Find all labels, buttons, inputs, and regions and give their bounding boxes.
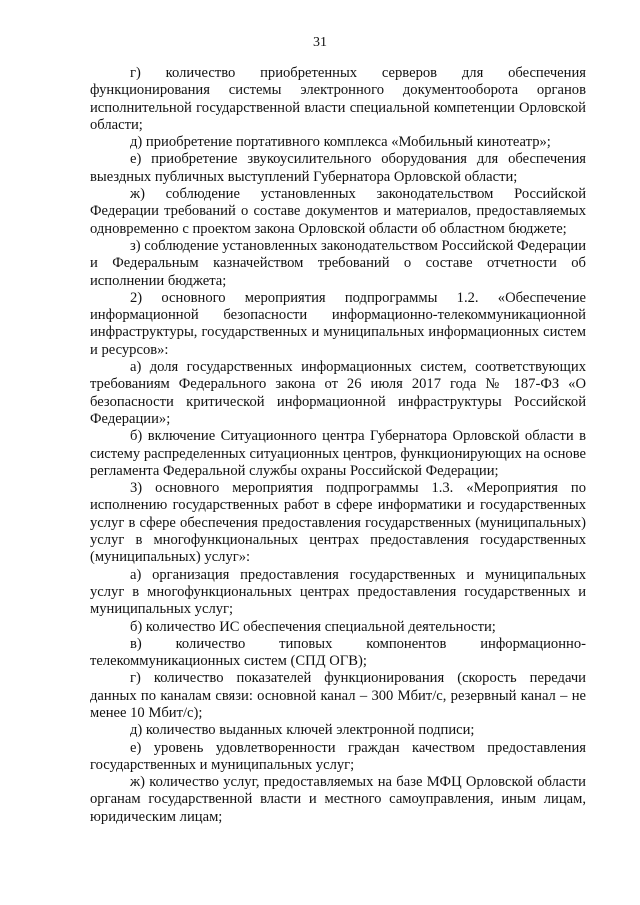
paragraph: д) количество выданных ключей электронной подписи; bbox=[130, 722, 475, 739]
paragraph: 3) основного мероприятия подпрограммы 1.3. «Мероприятия по исполнению государственных работ в сфере информатики и государственных услуг в сфере обеспечения предоставления государственных (муниципальных) услуг в многофункциональных центрах предоставления государственных (муниципальных) услуг»: bbox=[90, 480, 586, 566]
document-body bbox=[90, 65, 586, 826]
paragraph: б) количество ИС обеспечения специальной деятельности; bbox=[130, 618, 496, 635]
paragraph: д) приобретение портативного комплекса «Мобильный кинотеатр»; bbox=[130, 134, 551, 151]
paragraph: в) количество типовых компонентов информационно-телекоммуникационных систем (СПД ОГВ); bbox=[90, 635, 586, 670]
paragraph: е) уровень удовлетворенности граждан качеством предоставления государственных и муниципальных услуг; bbox=[90, 739, 586, 773]
paragraph: г) количество показателей функционирования (скорость передачи данных по каналам связи: основной канал – 300 Мбит/с, резервный канал – не менее 10 Мбит/с); bbox=[90, 670, 586, 721]
paragraph: г) количество приобретенных серверов для обеспечения функционирования системы электронного документооборота органов исполнительной государственной власти специальной компетенции Орловской области; bbox=[90, 65, 586, 133]
paragraph: з) соблюдение установленных законодательством Российской Федерации и Федеральным казначейством требований о составе отчетности об исполнении бюджета; bbox=[90, 237, 586, 289]
paragraph: е) приобретение звукоусилительного оборудования для обеспечения выездных публичных выступлений Губернатора Орловской области; bbox=[90, 151, 586, 185]
page-number: 31 bbox=[313, 35, 327, 50]
paragraph: ж) соблюдение установленных законодательством Российской Федерации требований о составе документов и материалов, предоставляемых одновременно с проектом закона Орловской области об областном бюджете; bbox=[90, 186, 586, 237]
paragraph: а) организация предоставления государственных и муниципальных услуг в многофункциональных центрах предоставления государственных и муниципальных услуг; bbox=[90, 566, 586, 618]
paragraph: ж) количество услуг, предоставляемых на базе МФЦ Орловской области органам государственной власти и местного самоуправления, иным лицам, юридическим лицам; bbox=[90, 774, 586, 825]
paragraph: 2) основного мероприятия подпрограммы 1.2. «Обеспечение информационной безопасности информационно-телекоммуникационной инфраструктуры, государственных и муниципальных информационных систем и ресурсов»: bbox=[90, 289, 586, 358]
paragraph: а) доля государственных информационных систем, соответствующих требованиям Федерального закона от 26 июля 2017 года № 187-ФЗ «О безопасности критической информационной инфраструктуры Российской Федерации»; bbox=[90, 359, 586, 427]
paragraph: б) включение Ситуационного центра Губернатора Орловской области в систему распределенных ситуационных центров, функционирующих на основе регламента Федеральной службы охраны Российской Федерации; bbox=[90, 428, 586, 479]
